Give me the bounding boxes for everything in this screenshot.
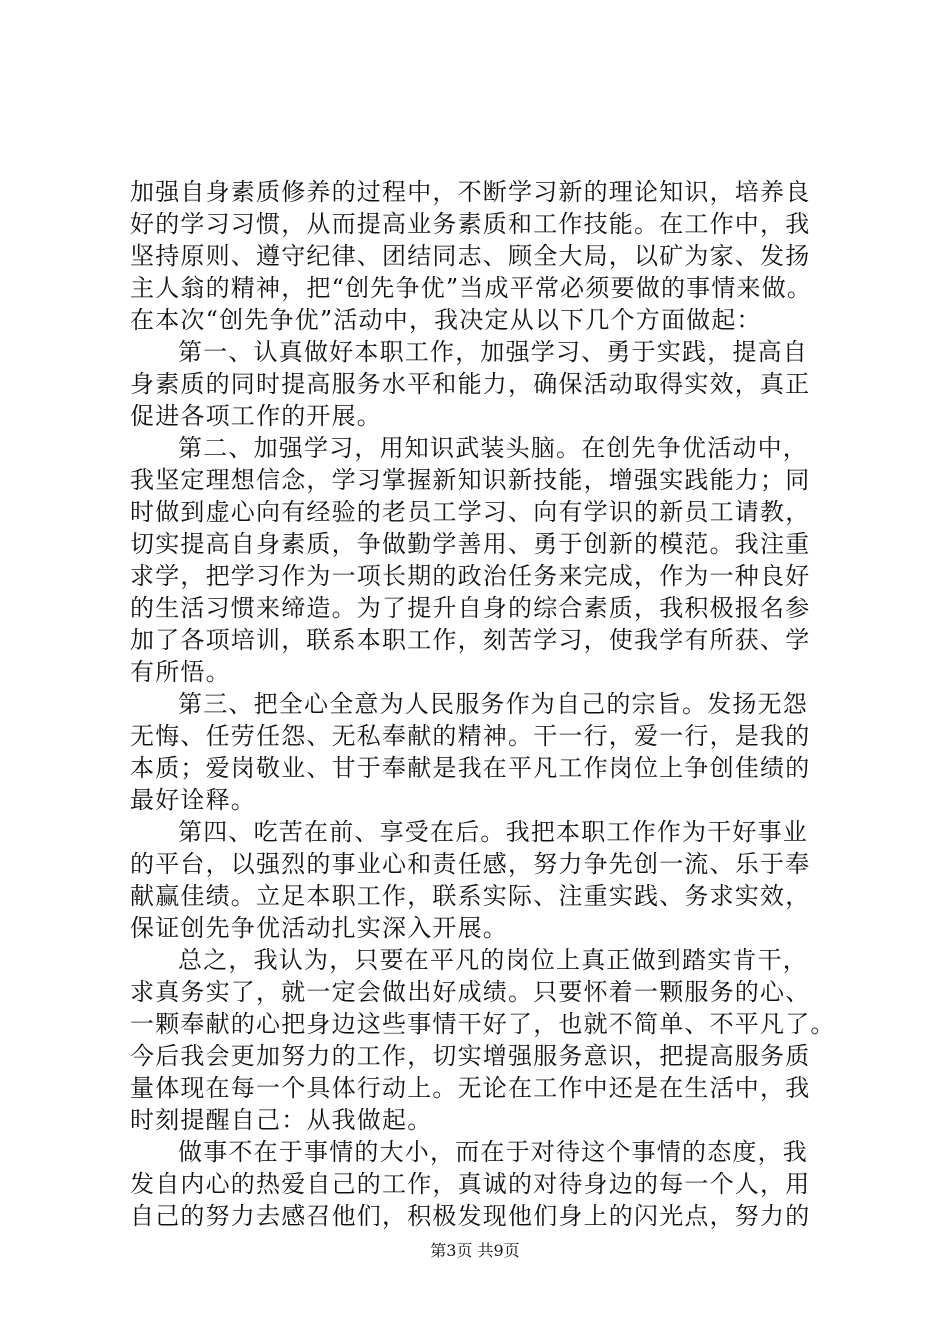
text-line: 身素质的同时提高服务水平和能力，确保活动取得实效，真正 [130, 370, 811, 398]
text-line: 献赢佳绩。立足本职工作，联系实际、注重实践、务求实效， [130, 882, 811, 910]
text-line: 有所悟。 [130, 658, 231, 686]
text-line: 促进各项工作的开展。 [130, 402, 382, 430]
page-footer: 第3页 共9页 [430, 1241, 520, 1260]
text-line: 最好诠释。 [130, 786, 256, 814]
text-line: 自己的努力去感召他们，积极发现他们身上的闪光点，努力的 [130, 1202, 811, 1230]
text-line: 的生活习惯来缔造。为了提升自身的综合素质，我积极报名参 [130, 594, 811, 622]
document-body [130, 176, 850, 1232]
text-line: 坚持原则、遵守纪律、团结同志、顾全大局，以矿为家、发扬 [130, 242, 811, 270]
text-line: 在本次“创先争优”活动中，我决定从以下几个方面做起： [130, 306, 762, 334]
text-line: 做事不在于事情的大小，而在于对待这个事情的态度，我 [178, 1138, 808, 1166]
text-line: 加了各项培训，联系本职工作，刻苦学习，使我学有所获、学 [130, 626, 811, 654]
text-line: 切实提高自身素质，争做勤学善用、勇于创新的模范。我注重 [130, 530, 811, 558]
text-line: 无悔、任劳任怨、无私奉献的精神。干一行，爱一行，是我的 [130, 722, 811, 750]
text-line: 保证创先争优活动扎实深入开展。 [130, 914, 508, 942]
text-line: 主人翁的精神，把“创先争优”当成平常必须要做的事情来做。 [130, 274, 813, 302]
text-line: 发自内心的热爱自己的工作，真诚的对待身边的每一个人，用 [130, 1170, 811, 1198]
text-line: 好的学习习惯，从而提高业务素质和工作技能。在工作中，我 [130, 210, 811, 238]
text-line: 时做到虚心向有经验的老员工学习、向有学识的新员工请教， [130, 498, 811, 526]
text-line: 第四、吃苦在前、享受在后。我把本职工作作为干好事业 [178, 818, 808, 846]
text-line: 加强自身素质修养的过程中，不断学习新的理论知识，培养良 [130, 178, 811, 206]
text-line: 我坚定理想信念，学习掌握新知识新技能，增强实践能力；同 [130, 466, 811, 494]
text-line: 第一、认真做好本职工作，加强学习、勇于实践，提高自 [178, 338, 808, 366]
text-line: 一颗奉献的心把身边这些事情干好了，也就不简单、不平凡了。 [130, 1010, 836, 1038]
text-line: 时刻提醒自己：从我做起。 [130, 1106, 433, 1134]
text-line: 的平台，以强烈的事业心和责任感，努力争先创一流、乐于奉 [130, 850, 811, 878]
text-line: 求学，把学习作为一项长期的政治任务来完成，作为一种良好 [130, 562, 811, 590]
text-line: 求真务实了，就一定会做出好成绩。只要怀着一颗服务的心、 [130, 978, 811, 1006]
text-line: 本质；爱岗敬业、甘于奉献是我在平凡工作岗位上争创佳绩的 [130, 754, 811, 782]
text-line: 量体现在每一个具体行动上。无论在工作中还是在生活中，我 [130, 1074, 811, 1102]
text-line: 第二、加强学习，用知识武装头脑。在创先争优活动中， [178, 434, 808, 462]
text-line: 总之，我认为，只要在平凡的岗位上真正做到踏实肯干， [178, 946, 808, 974]
text-line: 今后我会更加努力的工作，切实增强服务意识，把提高服务质 [130, 1042, 811, 1070]
text-line: 第三、把全心全意为人民服务作为自己的宗旨。发扬无怨 [178, 690, 808, 718]
